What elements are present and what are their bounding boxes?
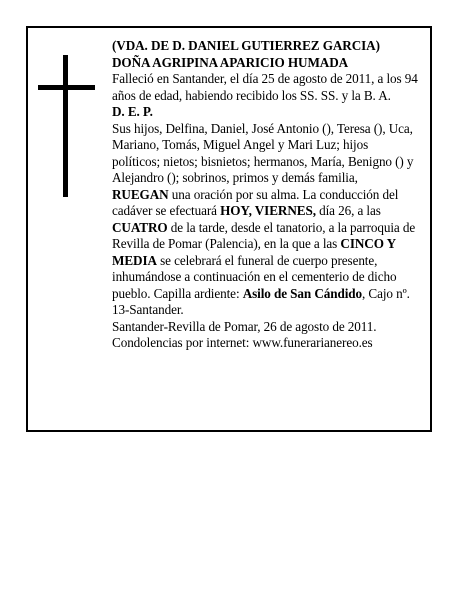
route-text: de la tarde, desde el tanatorio, a la parroquia de Revilla de Pomar (Palencia), en la que a las bbox=[112, 219, 416, 251]
death-notice: Falleció en Santander, el día 25 de agosto de 2011, a los 94 años de edad, habiendo recibido los SS. SS. y la B. A. bbox=[112, 71, 418, 103]
prayer-text: una oración por su alma. La conducción del cadáver se efectuará bbox=[112, 186, 399, 218]
cinco-y-media-text: CINCO Y MEDIA bbox=[112, 236, 396, 268]
dep-label: D. E. P. bbox=[112, 104, 153, 119]
chapel-address: , Cajo nº. 13-Santander. bbox=[112, 285, 410, 317]
family-text: Sus hijos, Delfina, Daniel, José Antonio (), Teresa (), Uca, Mariano, Tomás, Miguel Angel y Mari Luz; hijos políticos; nietos; bisnietos; hermanos, María, Benigno () y Alejandro (); sobrinos, primos y demás familia, bbox=[112, 120, 414, 185]
condolences-line: Condolencias por internet: www.funerarianereo.es bbox=[112, 335, 373, 350]
obituary-text bbox=[112, 38, 418, 352]
deceased-name: DOÑA AGRIPINA APARICIO HUMADA bbox=[112, 54, 349, 70]
funeral-text: se celebrará el funeral de cuerpo presente, inhumándose a continuación en el cementerio de dicho pueblo. Capilla ardiente: bbox=[112, 252, 397, 301]
chapel-name: Asilo de San Cándido bbox=[242, 285, 362, 301]
cross-icon bbox=[63, 55, 68, 197]
hoy-viernes-text: HOY, VIERNES, bbox=[220, 203, 316, 218]
day-text: día 26, a las bbox=[315, 203, 381, 218]
cuatro-text: CUATRO bbox=[112, 219, 168, 235]
place-date: Santander-Revilla de Pomar, 26 de agosto de 2011. bbox=[112, 318, 377, 334]
widow-of-line: (VDA. DE D. DANIEL GUTIERREZ GARCIA) bbox=[112, 38, 380, 53]
family-paragraph bbox=[112, 121, 418, 319]
ruegan-text: RUEGAN bbox=[112, 186, 169, 202]
cross-icon-bar bbox=[38, 85, 95, 90]
